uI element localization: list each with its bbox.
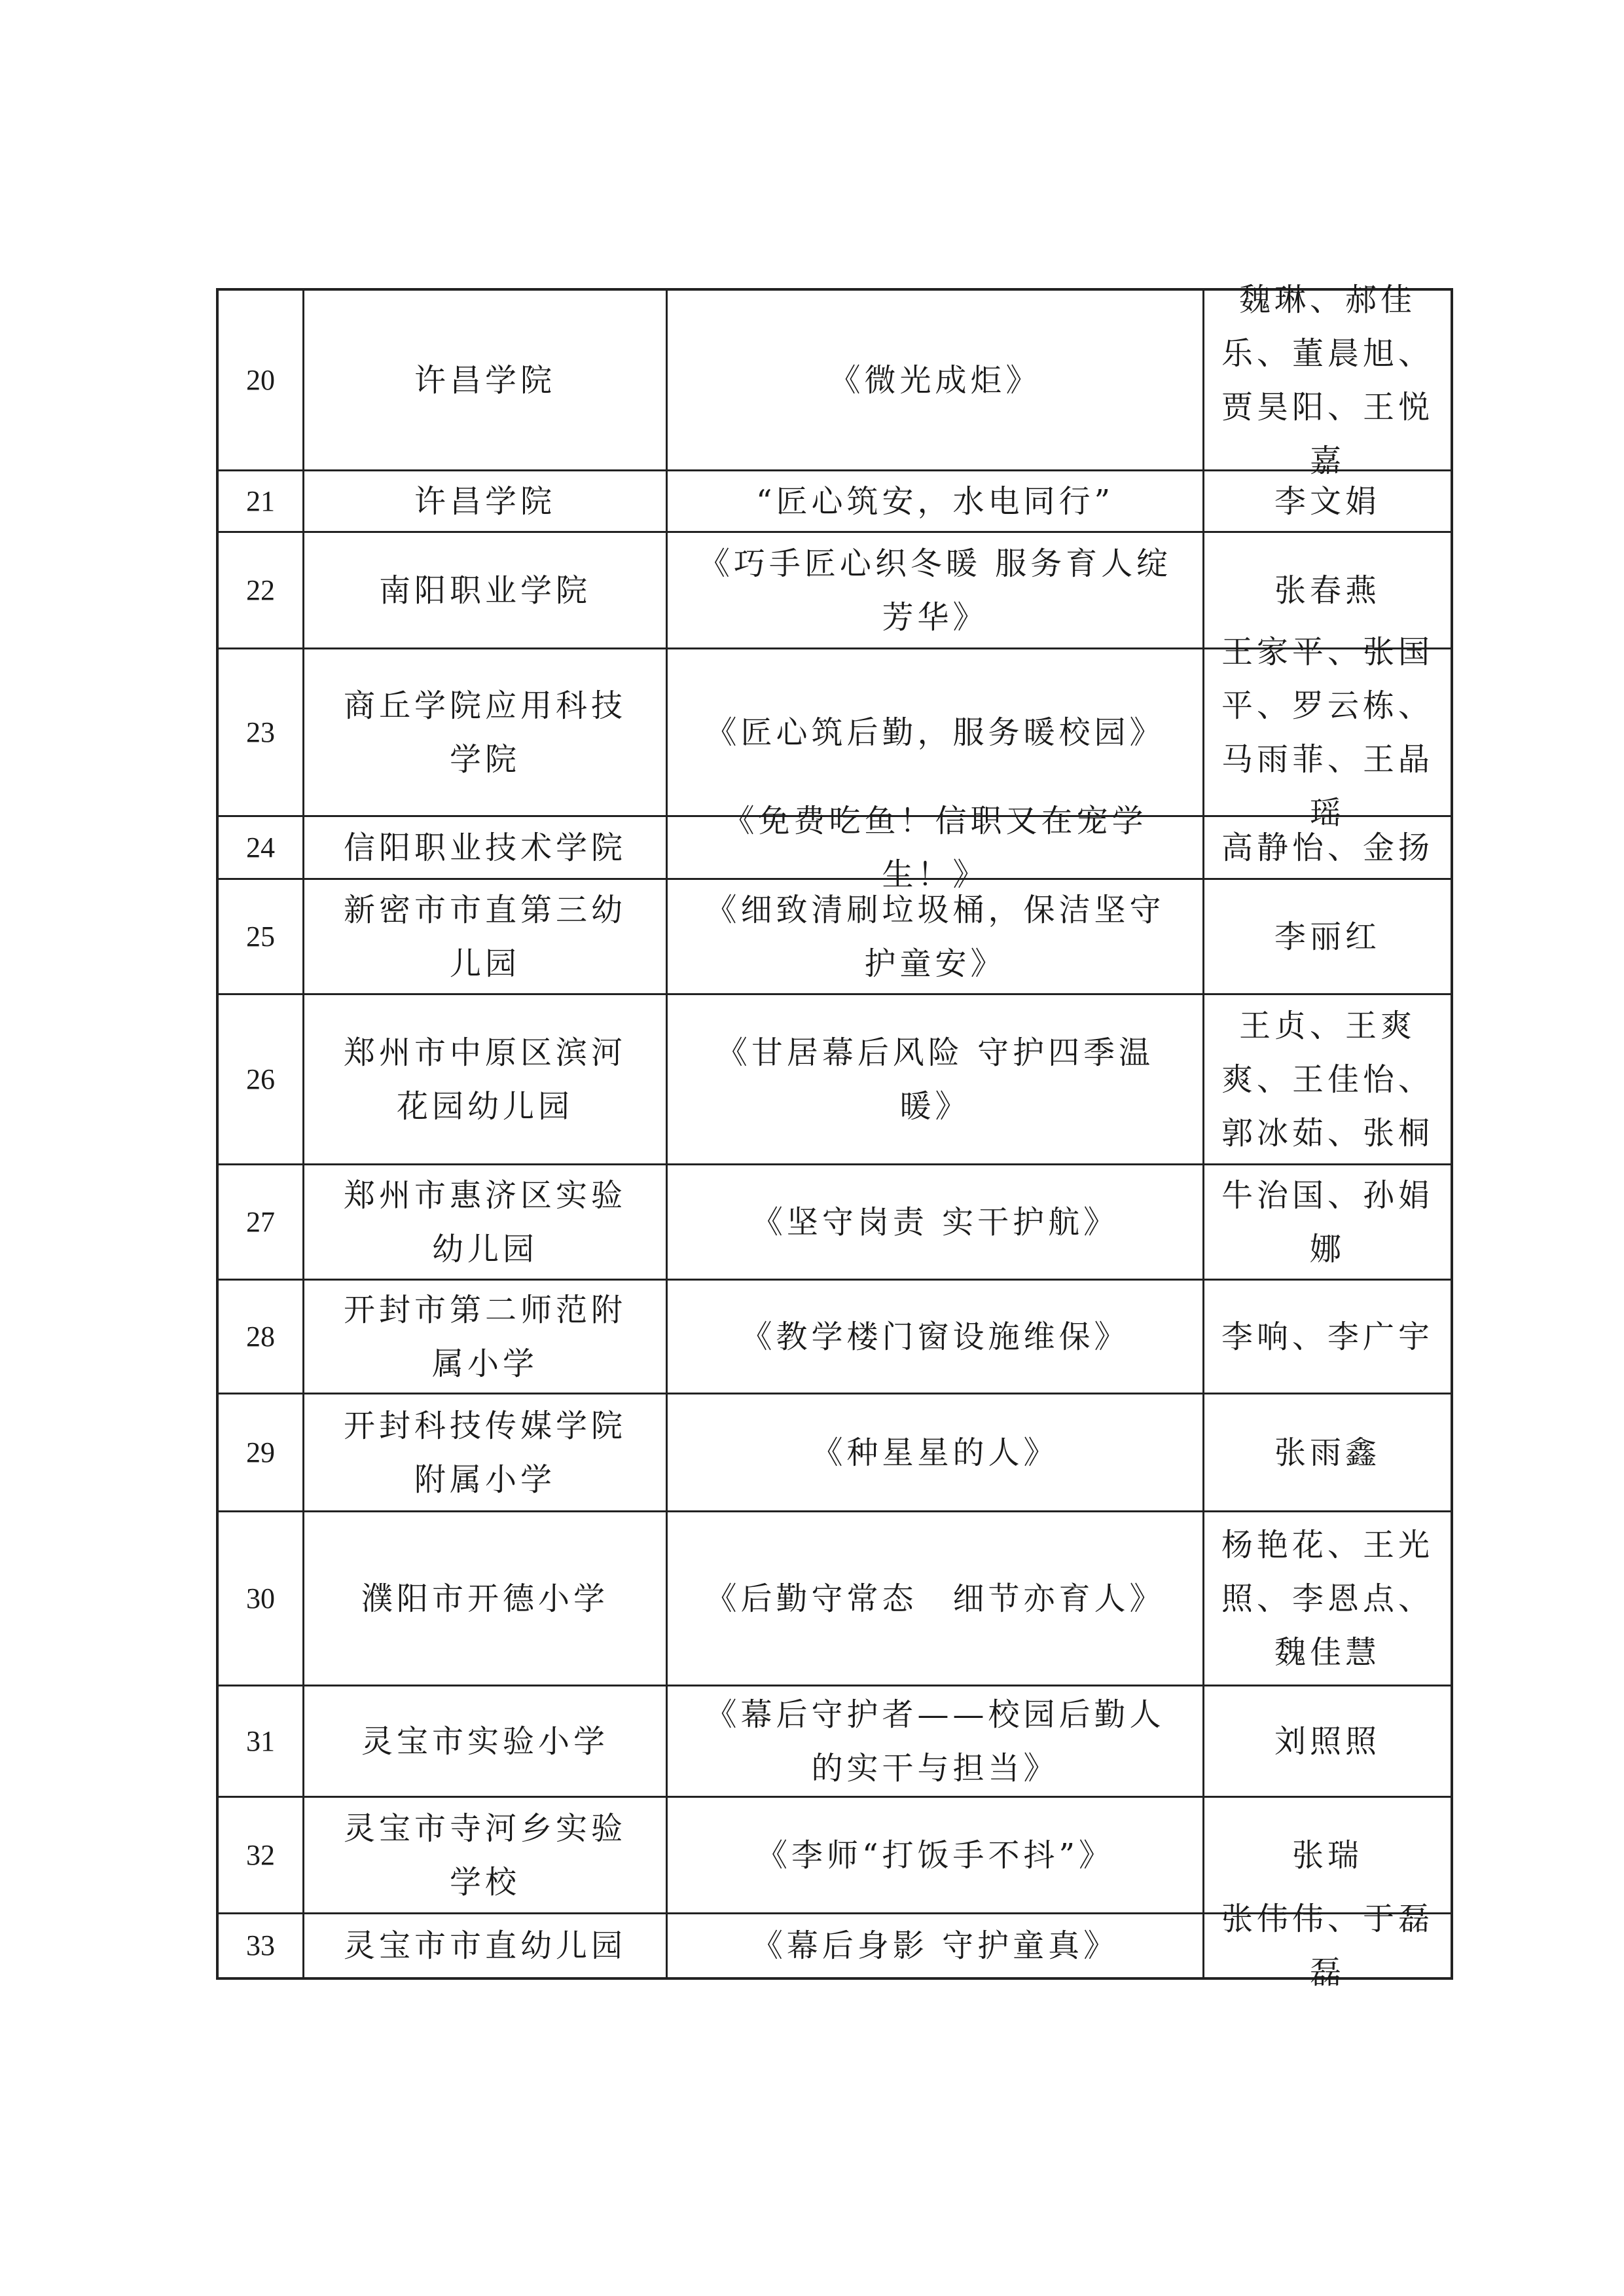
unit-name: 郑州市惠济区实验幼儿园 xyxy=(304,1165,668,1279)
participants: 牛治国、孙娟娜 xyxy=(1204,1165,1453,1279)
participants: 刘照照 xyxy=(1204,1686,1453,1796)
row-number: 30 xyxy=(216,1512,304,1685)
work-title: 《细致清刷垃圾桶，保洁坚守护童安》 xyxy=(668,880,1204,993)
table-row xyxy=(216,281,1453,479)
table-row xyxy=(216,995,1453,1165)
table-row xyxy=(216,471,1453,533)
participants: 张瑞 xyxy=(1204,1798,1453,1912)
participants: 魏琳、郝佳乐、董晨旭、贾昊阳、王悦嘉 xyxy=(1204,291,1453,469)
row-number: 27 xyxy=(216,1165,304,1279)
unit-name: 濮阳市开德小学 xyxy=(304,1512,668,1685)
row-number: 33 xyxy=(216,1914,304,1977)
work-title: 《种星星的人》 xyxy=(668,1394,1204,1510)
work-title: 《后勤守常态 细节亦育人》 xyxy=(668,1512,1204,1685)
table-row xyxy=(216,880,1453,995)
participants: 王家平、张国平、罗云栋、马雨菲、王晶瑶 xyxy=(1204,649,1453,815)
unit-name: 灵宝市寺河乡实验学校 xyxy=(304,1798,668,1912)
row-number: 31 xyxy=(216,1686,304,1796)
work-title: “匠心筑安，水电同行” xyxy=(668,471,1204,531)
table-row xyxy=(216,1512,1453,1686)
row-number: 26 xyxy=(216,995,304,1163)
work-title: 《坚守岗责 实干护航》 xyxy=(668,1165,1204,1279)
work-title: 《匠心筑后勤，服务暖校园》 xyxy=(668,649,1204,815)
row-number: 22 xyxy=(216,533,304,647)
row-number: 32 xyxy=(216,1798,304,1912)
participants: 李响、李广宇 xyxy=(1204,1281,1453,1393)
work-title: 《巧手匠心织冬暖 服务育人绽芳华》 xyxy=(668,533,1204,647)
unit-name: 开封市第二师范附属小学 xyxy=(304,1281,668,1393)
participants: 王贞、王爽爽、王佳怡、郭冰茹、张桐 xyxy=(1204,995,1453,1163)
row-number: 28 xyxy=(216,1281,304,1393)
work-title: 《教学楼门窗设施维保》 xyxy=(668,1281,1204,1393)
row-number: 29 xyxy=(216,1394,304,1510)
unit-name: 灵宝市市直幼儿园 xyxy=(304,1914,668,1977)
work-title: 《幕后身影 守护童真》 xyxy=(668,1914,1204,1977)
table-row xyxy=(216,802,1453,893)
work-title: 《甘居幕后风险 守护四季温暖》 xyxy=(668,995,1204,1163)
unit-name: 灵宝市实验小学 xyxy=(304,1686,668,1796)
unit-name: 许昌学院 xyxy=(304,291,668,469)
table-row xyxy=(216,1394,1453,1512)
participants: 高静怡、金扬 xyxy=(1204,817,1453,878)
participants: 张雨鑫 xyxy=(1204,1394,1453,1510)
unit-name: 信阳职业技术学院 xyxy=(304,817,668,878)
table-row xyxy=(216,1901,1453,1991)
award-table xyxy=(216,281,1453,1991)
work-title: 《免费吃鱼！信职又在宠学生！》 xyxy=(668,817,1204,878)
row-number: 21 xyxy=(216,471,304,531)
unit-name: 南阳职业学院 xyxy=(304,533,668,647)
participants: 张春燕 xyxy=(1204,533,1453,647)
row-number: 24 xyxy=(216,817,304,878)
row-number: 20 xyxy=(216,291,304,469)
unit-name: 开封科技传媒学院附属小学 xyxy=(304,1394,668,1510)
participants: 张伟伟、于磊磊 xyxy=(1204,1914,1453,1977)
row-number: 25 xyxy=(216,880,304,993)
row-number: 23 xyxy=(216,649,304,815)
unit-name: 许昌学院 xyxy=(304,471,668,531)
table-row xyxy=(216,1686,1453,1798)
table-row xyxy=(216,1165,1453,1281)
unit-name: 郑州市中原区滨河花园幼儿园 xyxy=(304,995,668,1163)
participants: 杨艳花、王光照、李恩点、魏佳慧 xyxy=(1204,1512,1453,1685)
unit-name: 商丘学院应用科技学院 xyxy=(304,649,668,815)
work-title: 《幕后守护者——校园后勤人的实干与担当》 xyxy=(668,1686,1204,1796)
work-title: 《微光成炬》 xyxy=(668,291,1204,469)
work-title: 《李师“打饭手不抖”》 xyxy=(668,1798,1204,1912)
table-row xyxy=(216,1281,1453,1394)
participants: 李丽红 xyxy=(1204,880,1453,993)
table-row xyxy=(216,633,1453,831)
unit-name: 新密市市直第三幼儿园 xyxy=(304,880,668,993)
participants: 李文娟 xyxy=(1204,471,1453,531)
